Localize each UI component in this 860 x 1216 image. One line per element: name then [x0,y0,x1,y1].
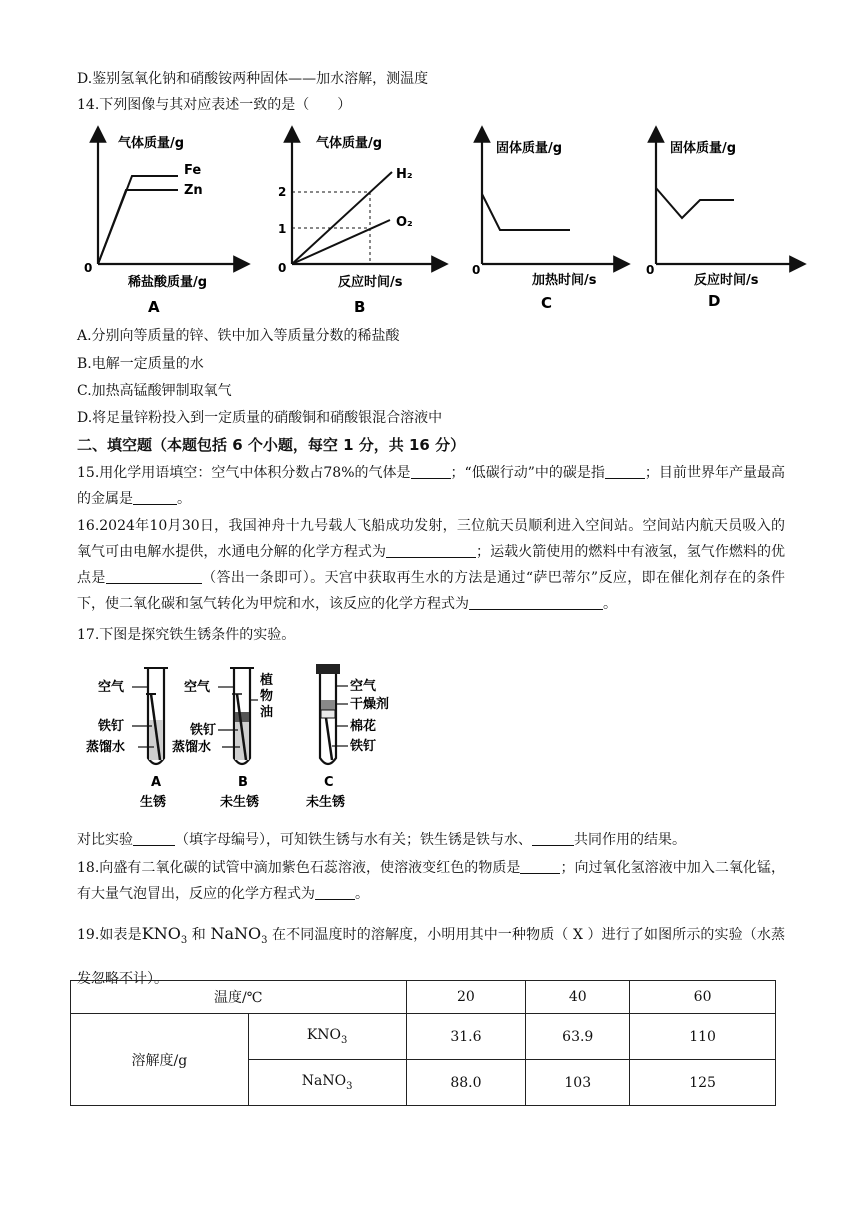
solubility-table [70,980,776,1106]
graph-b-origin: 0 [278,261,287,275]
tube-b-label-air: 空气 [184,680,211,695]
tube-c-label-nail: 铁钉 [350,739,377,754]
graph-b-line-h2 [292,172,392,264]
q19-kno3-sub: 3 [180,934,188,946]
tube-a [86,668,168,810]
table-cell: 31.6 [406,1014,526,1060]
graph-a-label-zn: Zn [184,183,203,198]
q14-option-a: A.分别向等质量的锌、铁中加入等质量分数的稀盐酸 [77,328,400,344]
q16-blank-1[interactable] [386,543,476,558]
q14-stem: 14.下列图像与其对应表述一致的是（ ） [77,97,352,113]
tube-c-letter: C [324,775,334,790]
q18 [77,855,785,907]
tube-b-label-oil-3: 油 [260,705,274,720]
tube-b-label-oil-2: 物 [260,689,274,704]
q18-text-b: ；向过氧化氢溶液中加入二氧化锰，有大量气泡冒出，反应的化学方程式为 [77,860,786,902]
tube-c-label-cotton: 棉花 [350,719,377,734]
graph-c-xlabel: 加热时间/s [532,273,597,288]
table-cell: 125 [630,1060,776,1106]
q17-question [77,827,785,853]
q19-nano3: NaNO [210,924,262,943]
q17-blank-1[interactable] [133,831,175,846]
graph-b-letter: B [354,298,366,316]
graph-c [472,134,622,312]
graph-c-letter: C [541,294,553,312]
table-temp-20: 20 [406,981,526,1014]
q14-graphs [70,122,830,322]
kno3-sub: 3 [341,1034,348,1046]
nano3-sub: 3 [346,1080,353,1092]
tube-c-label-air: 空气 [350,679,377,694]
graph-b-line-o2 [292,220,390,264]
q15 [77,460,785,512]
graph-b [278,134,440,316]
table-header-row [71,981,776,1014]
nano3-name: NaNO [301,1073,347,1090]
q16-text-c: （答出一条即可）。天宫中获取再生水的方法是通过“萨巴蒂尔”反应，即在催化剂存在的条件下，使二氧化碳和氢气转化为甲烷和水，该反应的化学方程式为 [77,570,786,612]
q19-nano3-sub: 3 [261,934,268,946]
q16-text-b: ；运载火箭使用的燃料中有液氢，氢气作燃料的优点是 [77,544,786,586]
tube-b-result: 未生锈 [220,795,260,810]
tube-b-label-water: 蒸馏水 [172,740,212,755]
tube-b [172,668,273,810]
graph-d-ylabel: 固体质量/g [670,141,737,156]
q15-text-c: ；目前世界年产量最高的金属是 [77,465,785,507]
graph-d-xlabel: 反应时间/s [694,273,759,288]
table-cell: 110 [630,1014,776,1060]
table-row-label: 溶解度/g [71,1014,249,1106]
graph-a-xlabel: 稀盐酸质量/g [128,275,208,290]
tube-b-label-nail: 铁钉 [190,723,217,738]
q19-text-a: 19.如表是 [77,927,142,943]
table-cell: 88.0 [406,1060,526,1106]
graph-a-ylabel: 气体质量/g [118,136,185,151]
tube-c-result: 未生锈 [306,795,346,810]
q16-blank-3[interactable] [469,595,603,610]
q13-option-d: D.鉴别氢氧化钠和硝酸铵两种固体——加水溶解，测温度 [77,71,429,87]
graph-a-origin: 0 [84,261,93,275]
table-substance-nano3 [248,1060,406,1106]
tube-b-label-oil-1: 植 [260,673,274,688]
graph-b-label-o2: O₂ [396,215,413,230]
q17-text-a: 对比实验 [77,832,133,848]
tube-b-letter: B [238,775,248,790]
graph-a-label-fe: Fe [184,163,202,178]
q14-option-b: B.电解一定质量的水 [77,356,204,372]
kno3-name: KNO [306,1027,341,1044]
q17-stem: 17.下图是探究铁生锈条件的实验。 [77,627,296,643]
q17-blank-2[interactable] [532,831,574,846]
q14-option-d: D.将足量锌粉投入到一定质量的硝酸铜和硝酸银混合溶液中 [77,410,443,426]
q18-blank-1[interactable] [520,859,560,874]
q16 [77,513,785,617]
q17-text-b: （填字母编号），可知铁生锈与水有关；铁生锈是铁与水、 [175,832,532,848]
tube-a-label-water: 蒸馏水 [86,740,126,755]
graph-b-ylabel: 气体质量/g [316,136,383,151]
table-substance-kno3 [248,1014,406,1060]
graph-b-ytick-1: 1 [278,222,287,236]
tube-a-result: 生锈 [140,795,167,810]
graph-d-line [656,188,734,218]
q15-blank-3[interactable] [133,490,177,505]
q14-option-c: C.加热高锰酸钾制取氧气 [77,383,232,399]
graph-d [646,134,798,310]
tube-a-letter: A [151,775,162,790]
q15-blank-2[interactable] [605,464,645,479]
table-cell: 63.9 [526,1014,630,1060]
q19-and: 和 [187,927,211,943]
q15-text-a: 15.用化学用语填空：空气中体积分数占78%的气体是 [77,465,411,481]
table-row [71,1014,776,1060]
graph-a-letter: A [148,298,160,316]
q17-figure [86,660,426,820]
graph-b-xlabel: 反应时间/s [338,275,403,290]
q15-text-b: ；“低碳行动”中的碳是指 [450,465,605,481]
graph-d-origin: 0 [646,263,655,277]
q18-text-a: 18.向盛有二氧化碳的试管中滴加紫色石蕊溶液，使溶液变红色的物质是 [77,860,521,876]
q18-text-c: 。 [355,886,369,902]
q19-text-b: 在不同温度时的溶解度，小明用其中一种物质（ X ）进行了如图所示的实验（水蒸发忽略不计）。 [77,927,786,987]
graph-a-line-zn [98,190,178,264]
q19-kno3: KNO [141,924,181,943]
graph-a [84,134,242,316]
table-temp-header: 温度/℃ [71,981,407,1014]
tube-c [306,664,389,810]
table-temp-60: 60 [630,981,776,1014]
q16-text-a: 16.2024年10月30日，我国神舟十九号载人飞船成功发射，三位航天员顺利进入空间站。空间站内航天员吸入的氧气可由电解水提供，水通电分解的化学方程式为 [77,518,785,560]
tube-c-label-desiccant: 干燥剂 [350,697,390,712]
graph-b-label-h2: H₂ [396,167,413,182]
table-temp-40: 40 [526,981,630,1014]
graph-c-ylabel: 固体质量/g [496,141,563,156]
section-heading: 二、填空题（本题包括 6 个小题，每空 1 分，共 16 分） [77,436,466,454]
graph-c-line [482,194,570,230]
q16-blank-2[interactable] [106,569,202,584]
table-cell: 103 [526,1060,630,1106]
q16-text-d: 。 [603,596,617,612]
q15-blank-1[interactable] [411,464,451,479]
q17-text-c: 共同作用的结果。 [574,832,686,848]
graph-b-ytick-2: 2 [278,185,287,199]
tube-a-label-nail: 铁钉 [98,719,125,734]
graph-c-origin: 0 [472,263,481,277]
graph-d-letter: D [708,292,721,310]
q18-blank-2[interactable] [315,885,355,900]
tube-a-label-air: 空气 [98,680,125,695]
q15-text-d: 。 [177,491,191,507]
